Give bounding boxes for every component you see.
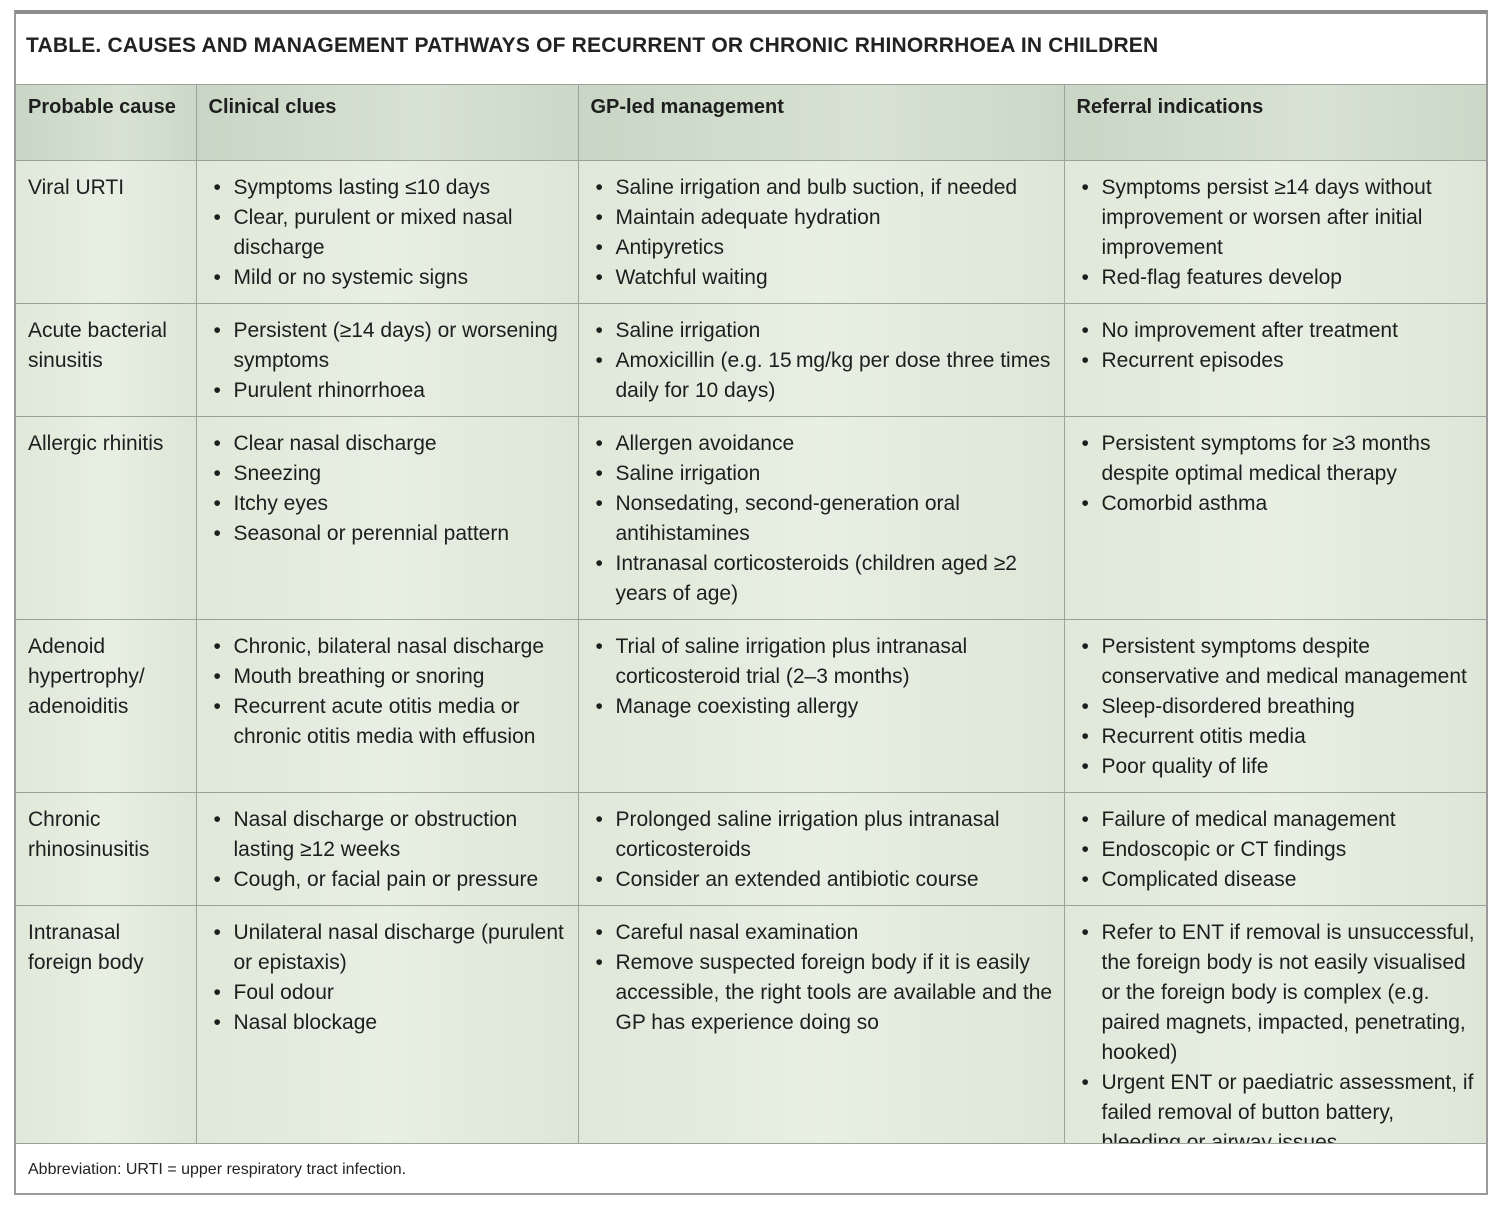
header-referral-indications: Referral indications [1064,85,1486,161]
table-title-lead: TABLE. [26,34,102,57]
list-item: • Consider an extended antibiotic course [591,865,1054,895]
bullet-list [1077,918,1477,1158]
list-item: • Sneezing [209,459,568,489]
bullet-list [209,632,568,752]
bullet-list [591,429,1054,609]
list-item: • Seasonal or perennial pattern [209,519,568,549]
list-item: • Allergen avoidance [591,429,1054,459]
cell-probable-cause: Acute bacterial sinusitis [16,304,196,417]
list-item: • Foul odour [209,978,568,1008]
cell-clinical-clues [196,161,578,304]
list-item: • Endoscopic or CT findings [1077,835,1477,865]
bullet-list [1077,173,1477,293]
table-row [16,906,1486,1169]
cell-gp-led-management [578,793,1064,906]
list-item: • Poor quality of life [1077,752,1477,782]
list-item: • Mouth breathing or snoring [209,662,568,692]
cell-gp-led-management [578,161,1064,304]
list-item: • Trial of saline irrigation plus intranasal corticosteroid trial (2–3 months) [591,632,1054,692]
cell-gp-led-management [578,417,1064,620]
bullet-list [591,805,1054,895]
table-row [16,417,1486,620]
bullet-list [591,632,1054,722]
list-item: • Complicated disease [1077,865,1477,895]
bullet-list [591,173,1054,293]
list-item: • Remove suspected foreign body if it is easily accessible, the right tools are available and the GP has experience doing so [591,948,1054,1038]
cell-probable-cause: Allergic rhinitis [16,417,196,620]
cell-probable-cause: Chronic rhinosinusitis [16,793,196,906]
cell-referral-indications [1064,304,1486,417]
cell-gp-led-management [578,620,1064,793]
list-item: • Saline irrigation and bulb suction, if needed [591,173,1054,203]
cell-gp-led-management [578,304,1064,417]
list-item: • Prolonged saline irrigation plus intranasal corticosteroids [591,805,1054,865]
cell-referral-indications [1064,793,1486,906]
list-item: • Recurrent episodes [1077,346,1477,376]
list-item: • Nasal discharge or obstruction lasting ≥12 weeks [209,805,568,865]
cell-referral-indications [1064,161,1486,304]
bullet-list [209,805,568,895]
bullet-list [209,429,568,549]
table-title-text: CAUSES AND MANAGEMENT PATHWAYS OF RECURRENT OR CHRONIC RHINORRHOEA IN CHILDREN [107,34,1159,57]
cell-clinical-clues [196,620,578,793]
rhinorrhoea-table [16,84,1486,1169]
bullet-list [209,918,568,1038]
list-item: • Refer to ENT if removal is unsuccessful, the foreign body is not easily visualised or the foreign body is complex (e.g. paired magnets, impacted, penetrating, hooked) [1077,918,1477,1068]
cell-referral-indications [1064,620,1486,793]
bullet-list [209,173,568,293]
table-row [16,620,1486,793]
table-frame [14,10,1488,1195]
table-row [16,304,1486,417]
bullet-list [1077,429,1477,519]
table-row [16,793,1486,906]
list-item: • Comorbid asthma [1077,489,1477,519]
footnote: Abbreviation: URTI = upper respiratory tract infection. [16,1143,1486,1193]
list-item: • Amoxicillin (e.g. 15 mg/kg per dose three times daily for 10 days) [591,346,1054,406]
header-gp-led-management: GP-led management [578,85,1064,161]
list-item: • Intranasal corticosteroids (children aged ≥2 years of age) [591,549,1054,609]
table-body [16,161,1486,1169]
list-item: • Saline irrigation [591,459,1054,489]
list-item: • Nasal blockage [209,1008,568,1038]
list-item: • Clear nasal discharge [209,429,568,459]
cell-probable-cause: Viral URTI [16,161,196,304]
table-title [16,14,1486,82]
list-item: • Nonsedating, second-generation oral antihistamines [591,489,1054,549]
header-probable-cause: Probable cause [16,85,196,161]
list-item: • Symptoms persist ≥14 days without improvement or worsen after initial improvement [1077,173,1477,263]
list-item: • Antipyretics [591,233,1054,263]
list-item: • Symptoms lasting ≤10 days [209,173,568,203]
list-item: • Manage coexisting allergy [591,692,1054,722]
list-item: • Careful nasal examination [591,918,1054,948]
table-row [16,161,1486,304]
list-item: • Sleep-disordered breathing [1077,692,1477,722]
list-item: • Itchy eyes [209,489,568,519]
list-item: • Persistent symptoms for ≥3 months despite optimal medical therapy [1077,429,1477,489]
cell-clinical-clues [196,417,578,620]
list-item: • Maintain adequate hydration [591,203,1054,233]
cell-referral-indications [1064,417,1486,620]
cell-gp-led-management [578,906,1064,1169]
list-item: • No improvement after treatment [1077,316,1477,346]
list-item: • Failure of medical management [1077,805,1477,835]
list-item: • Chronic, bilateral nasal discharge [209,632,568,662]
list-item: • Unilateral nasal discharge (purulent or epistaxis) [209,918,568,978]
list-item: • Watchful waiting [591,263,1054,293]
list-item: • Clear, purulent or mixed nasal discharge [209,203,568,263]
list-item: • Saline irrigation [591,316,1054,346]
header-clinical-clues: Clinical clues [196,85,578,161]
list-item: • Cough, or facial pain or pressure [209,865,568,895]
bullet-list [1077,632,1477,782]
list-item: • Recurrent otitis media [1077,722,1477,752]
list-item: • Red-flag features develop [1077,263,1477,293]
list-item: • Purulent rhinorrhoea [209,376,568,406]
cell-referral-indications [1064,906,1486,1169]
list-item: • Mild or no systemic signs [209,263,568,293]
bullet-list [591,918,1054,1038]
list-item: • Recurrent acute otitis media or chronic otitis media with effusion [209,692,568,752]
cell-clinical-clues [196,793,578,906]
bullet-list [209,316,568,406]
list-item: • Persistent (≥14 days) or worsening symptoms [209,316,568,376]
list-item: • Persistent symptoms despite conservative and medical management [1077,632,1477,692]
cell-clinical-clues [196,304,578,417]
bullet-list [591,316,1054,406]
header-row [16,85,1486,161]
bullet-list [1077,316,1477,376]
cell-probable-cause: Intranasal foreign body [16,906,196,1169]
bullet-list [1077,805,1477,895]
list-item: • Urgent ENT or paediatric assessment, if failed removal of button battery, [1077,1068,1477,1158]
cell-probable-cause: Adenoid hypertrophy/ adenoiditis [16,620,196,793]
cell-clinical-clues [196,906,578,1169]
